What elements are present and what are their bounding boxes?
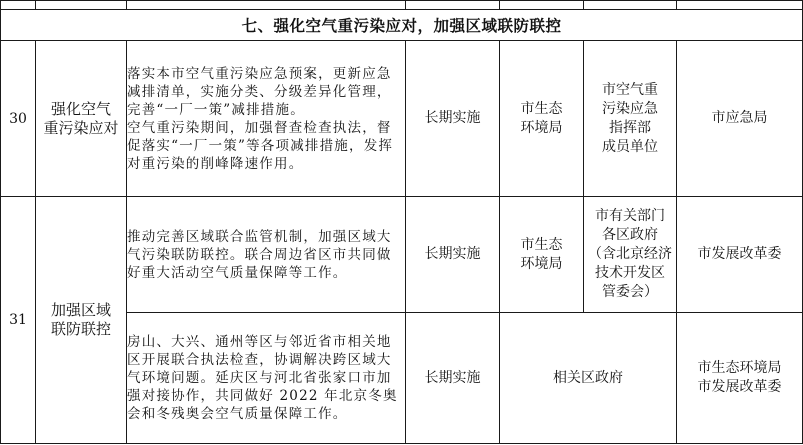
table-row-30 [1,41,803,197]
measure-name-line: 强化空气 [50,99,111,118]
coop-unit-line: 市空气重 [602,81,658,98]
content-paragraph: 房山、大兴、通州等区与邻近省市相关地区开展联合执法检查，协调解决跨区域大气环境问题。延庆区与河北省张家口市加强对接协作，共同做好 2022 年北京冬奥会和冬残奥会空气质量保障工作。 [127,334,398,422]
coop-unit-line: （含北京经济 [588,246,672,262]
coop-unit-line: 各区政府 [602,227,658,243]
measure-content [127,41,406,197]
content-paragraph: 推动完善区域联合监管机制，加强区域大气污染联防联控。联合周边省区市共同做好重大活动空气质量保障等工作。 [127,228,392,281]
measure-name [36,41,127,197]
row-number: 31 [1,197,36,444]
table-row-31a [1,197,803,313]
cooperating-units [584,197,677,313]
measure-name-line: 重污染应对 [43,118,119,137]
measure-name-line: 联防联控 [50,320,111,338]
coop-unit-line: 污染应急 [602,100,658,117]
cooperating-units [584,41,677,197]
measure-name [36,197,127,444]
coop-unit-line: 管委会） [602,284,658,300]
lead-unit-line: 市生态 [520,236,563,253]
lead-unit-merged: 相关区政府 [500,313,677,444]
measure-content [127,197,406,313]
lead-unit-line: 市生态 [520,100,563,117]
support-unit-line: 市发展改革委 [697,379,782,395]
implementation-term: 长期实施 [406,313,500,444]
coop-unit-line: 成员单位 [602,138,658,155]
lead-unit-line: 环境局 [520,119,563,136]
lead-unit [500,197,584,313]
implementation-term: 长期实施 [406,197,500,313]
previous-row-strip [1,1,803,10]
content-paragraph: 落实本市空气重污染应急预案，更新应急减排清单，实施分类、分级差异化管理，完善“一厂一策”减排措施。 [127,65,392,118]
coop-unit-line: 市有关部门 [595,208,665,224]
supporting-unit: 市发展改革委 [677,197,803,313]
supporting-units [677,313,803,444]
coop-unit-line: 指挥部 [609,119,651,136]
support-unit-line: 市生态环境局 [697,360,782,376]
row-number: 30 [1,41,36,197]
implementation-term: 长期实施 [406,41,500,197]
coop-unit-line: 技术开发区 [595,265,665,281]
section-header-row [1,10,803,41]
section-title: 七、强化空气重污染应对，加强区域联防联控 [1,10,803,41]
measure-name-line: 加强区域 [50,301,111,319]
supporting-unit: 市应急局 [677,41,803,197]
content-paragraph: 空气重污染期间，加强督查检查执法，督促落实“一厂一策”等各项减排措施，发挥对重污染的削峰降速作用。 [127,119,394,172]
lead-unit [500,41,584,197]
lead-unit-line: 环境局 [520,255,563,272]
measure-content [127,313,406,444]
